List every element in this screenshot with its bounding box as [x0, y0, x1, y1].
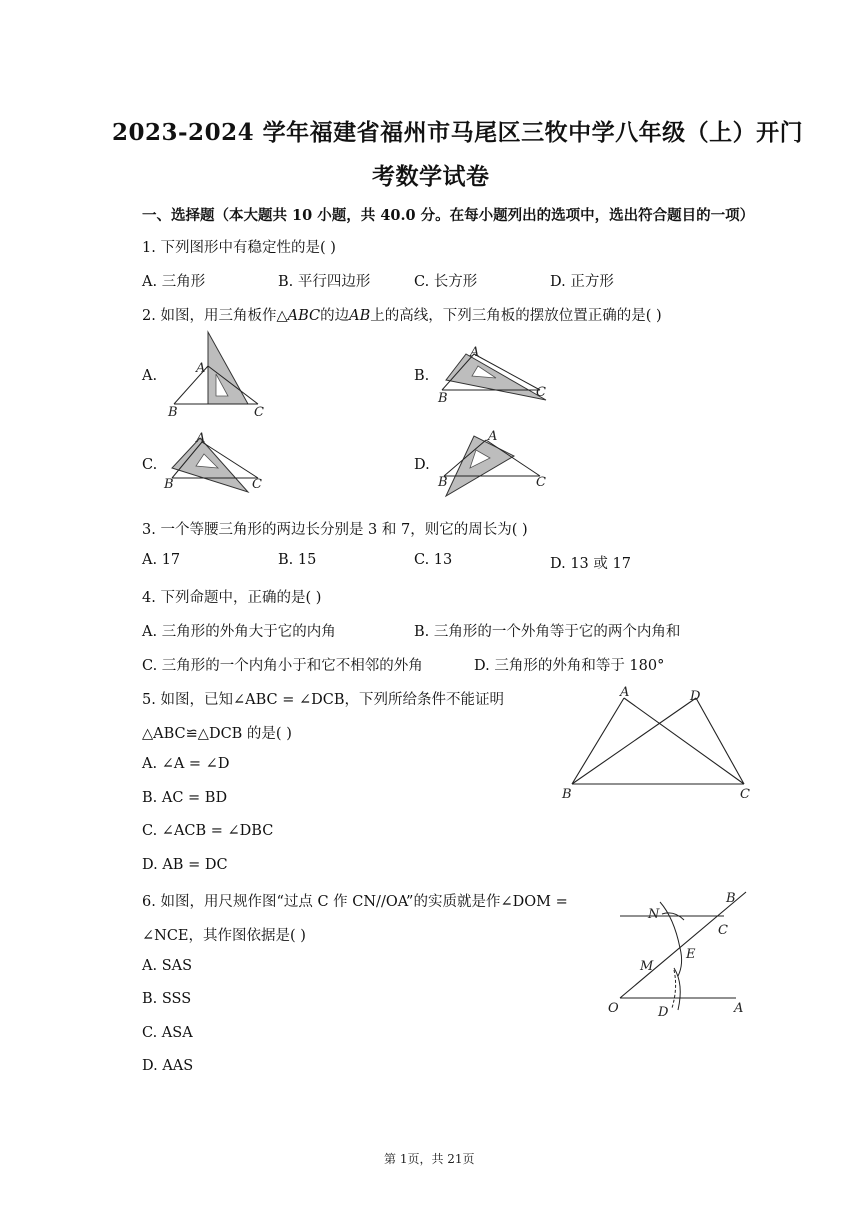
- q2-option-b: B.: [414, 368, 430, 384]
- section-heading: 一、选择题（本大题共 10 小题，共 40.0 分。在每小题列出的选项中，选出符合题目的一项）: [142, 207, 755, 224]
- question-6-line1: 6. 如图，用尺规作图“过点 C 作 CN//OA”的实质就是作∠DOM =: [142, 894, 568, 910]
- label-b: B: [438, 391, 448, 406]
- q6-option-a: A. SAS: [142, 958, 193, 974]
- label-a: A: [620, 685, 630, 700]
- question-5-line2: △ABC≌△DCB 的是( ): [142, 726, 292, 742]
- q2-text-b: 的边: [320, 308, 350, 324]
- q5-figure: [556, 680, 756, 804]
- q2-text-a: 2. 如图，用三角板作△: [142, 308, 288, 324]
- q4-option-b: B. 三角形的一个外角等于它的两个内角和: [414, 624, 681, 640]
- q6-option-c: C. ASA: [142, 1025, 193, 1041]
- question-3: 3. 一个等腰三角形的两边长分别是 3 和 7，则它的周长为( ): [142, 522, 528, 538]
- q2-option-d: D.: [414, 457, 430, 473]
- q5-option-c: C. ∠ACB = ∠DBC: [142, 823, 274, 839]
- label-o: O: [608, 1001, 619, 1016]
- label-c: C: [536, 385, 546, 400]
- page-footer: 第 1页，共 21页: [384, 1152, 475, 1166]
- q6-option-d: D. AAS: [142, 1058, 194, 1074]
- q2-figure-b: [434, 340, 554, 410]
- q5-option-a: A. ∠A = ∠D: [142, 756, 230, 772]
- label-c: C: [252, 477, 262, 492]
- label-a: A: [488, 429, 498, 444]
- page-title-line2: 考数学试卷: [372, 163, 490, 190]
- q2-figure-d: [434, 426, 554, 498]
- label-a: A: [734, 1001, 744, 1016]
- question-6-line2: ∠NCE，其作图依据是( ): [142, 928, 306, 944]
- question-2: [142, 304, 662, 325]
- q6-figure: [604, 884, 754, 1020]
- label-d: D: [690, 689, 701, 704]
- q4-option-c: C. 三角形的一个内角小于和它不相邻的外角: [142, 658, 423, 674]
- q3-option-d: D. 13 或 17: [550, 556, 631, 572]
- q2-text-c: 上的高线，下列三角板的摆放位置正确的是( ): [370, 308, 662, 324]
- q1-option-b: B. 平行四边形: [278, 274, 371, 290]
- label-b: B: [438, 475, 448, 490]
- q1-option-c: C. 长方形: [414, 274, 478, 290]
- q2-triangle: ABC: [287, 308, 321, 324]
- label-c: C: [536, 475, 546, 490]
- q2-option-c: C.: [142, 457, 158, 473]
- label-a: A: [196, 431, 206, 446]
- q1-option-d: D. 正方形: [550, 274, 614, 290]
- label-b: B: [168, 405, 178, 420]
- label-b: B: [164, 477, 174, 492]
- q5-option-b: B. AC = BD: [142, 790, 228, 806]
- label-m: M: [640, 959, 654, 974]
- q4-option-a: A. 三角形的外角大于它的内角: [142, 624, 336, 640]
- label-b: B: [562, 787, 572, 802]
- label-b: B: [726, 891, 736, 906]
- label-d: D: [658, 1005, 669, 1020]
- question-4: 4. 下列命题中，正确的是( ): [142, 590, 322, 606]
- q2-figure-c: [162, 428, 272, 494]
- q3-option-b: B. 15: [278, 552, 317, 568]
- question-5-line1: 5. 如图，已知∠ABC = ∠DCB，下列所给条件不能证明: [142, 692, 504, 708]
- label-e: E: [686, 947, 696, 962]
- page-title: 2023-2024 学年福建省福州市马尾区三牧中学八年级（上）开门: [112, 119, 804, 146]
- q1-option-a: A. 三角形: [142, 274, 206, 290]
- label-n: N: [648, 907, 660, 922]
- label-c: C: [718, 923, 728, 938]
- q5-option-d: D. AB = DC: [142, 857, 228, 873]
- q3-option-a: A. 17: [142, 552, 181, 568]
- q6-option-b: B. SSS: [142, 991, 192, 1007]
- q2-side: AB: [349, 308, 371, 324]
- label-a: A: [196, 361, 206, 376]
- q2-figure-a: [162, 330, 274, 420]
- question-1: 1. 下列图形中有稳定性的是( ): [142, 240, 336, 256]
- q4-option-d: D. 三角形的外角和等于 180°: [474, 658, 665, 674]
- q3-option-c: C. 13: [414, 552, 453, 568]
- label-c: C: [740, 787, 750, 802]
- label-a: A: [470, 345, 480, 360]
- label-c: C: [254, 405, 264, 420]
- q2-option-a: A.: [142, 368, 158, 384]
